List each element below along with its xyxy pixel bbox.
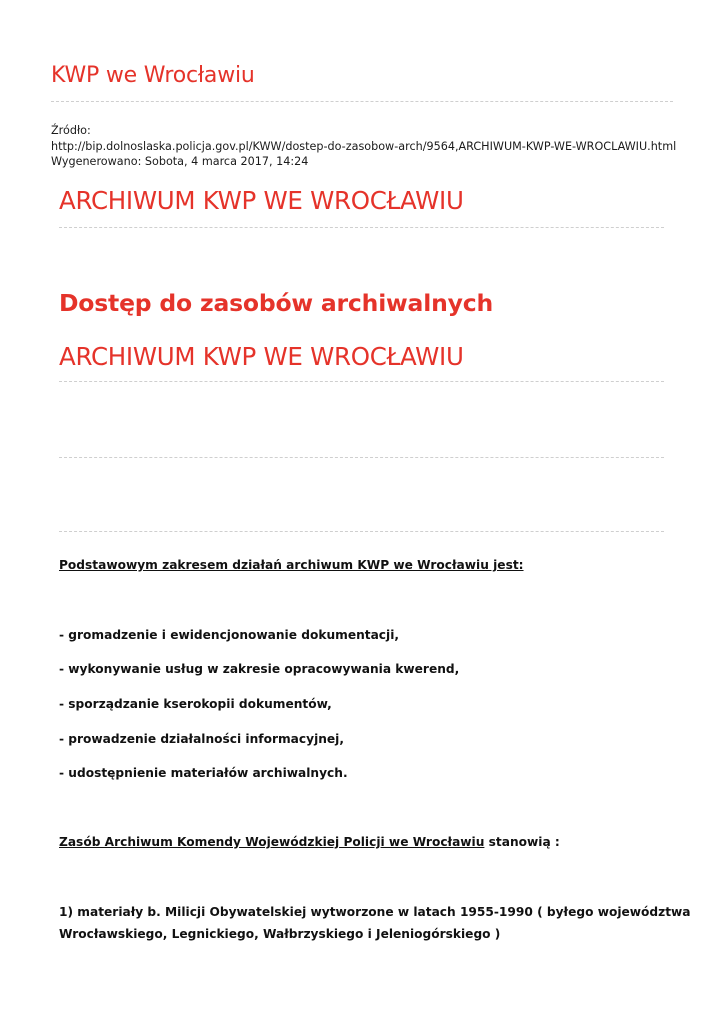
article-subtitle: ARCHIWUM KWP WE WROCŁAWIU — [59, 342, 464, 371]
divider — [59, 381, 664, 382]
resources-item-line: Wrocławskiego, Legnickiego, Wałbrzyskiego i Jeleniogórskiego ) — [59, 927, 501, 941]
scope-item: - prowadzenie działalności informacyjnej, — [59, 732, 344, 746]
resources-heading-rest: stanowią : — [484, 835, 560, 849]
source-label: Źródło: — [51, 124, 91, 137]
divider — [59, 227, 664, 228]
article-title: Dostęp do zasobów archiwalnych — [59, 289, 493, 317]
resources-item-line: 1) materiały b. Milicji Obywatelskiej wytworzone w latach 1955-1990 ( byłego województwa — [59, 905, 691, 919]
print-metadata — [51, 123, 676, 170]
divider — [59, 531, 664, 532]
resources-heading — [59, 831, 560, 853]
site-title: KWP we Wrocławiu — [51, 63, 255, 88]
scope-heading: Podstawowym zakresem działań archiwum KWP we Wrocławiu jest: — [59, 558, 524, 572]
divider — [51, 101, 673, 102]
resources-heading-underlined: Zasób Archiwum Komendy Wojewódzkiej Policji we Wrocławiu — [59, 835, 485, 849]
scope-item: - wykonywanie usług w zakresie opracowywania kwerend, — [59, 662, 460, 676]
source-url[interactable]: http://bip.dolnoslaska.policja.gov.pl/KWW/dostep-do-zasobow-arch/9564,ARCHIWUM-KWP-WE-WROCLAWIU.html — [51, 139, 677, 153]
section-title: ARCHIWUM KWP WE WROCŁAWIU — [59, 186, 464, 215]
scope-item: - gromadzenie i ewidencjonowanie dokumentacji, — [59, 628, 400, 642]
scope-item: - sporządzanie kserokopii dokumentów, — [59, 697, 332, 711]
generated-date: Wygenerowano: Sobota, 4 marca 2017, 14:24 — [51, 155, 309, 168]
scope-item: - udostępnienie materiałów archiwalnych. — [59, 766, 348, 780]
divider — [59, 457, 664, 458]
